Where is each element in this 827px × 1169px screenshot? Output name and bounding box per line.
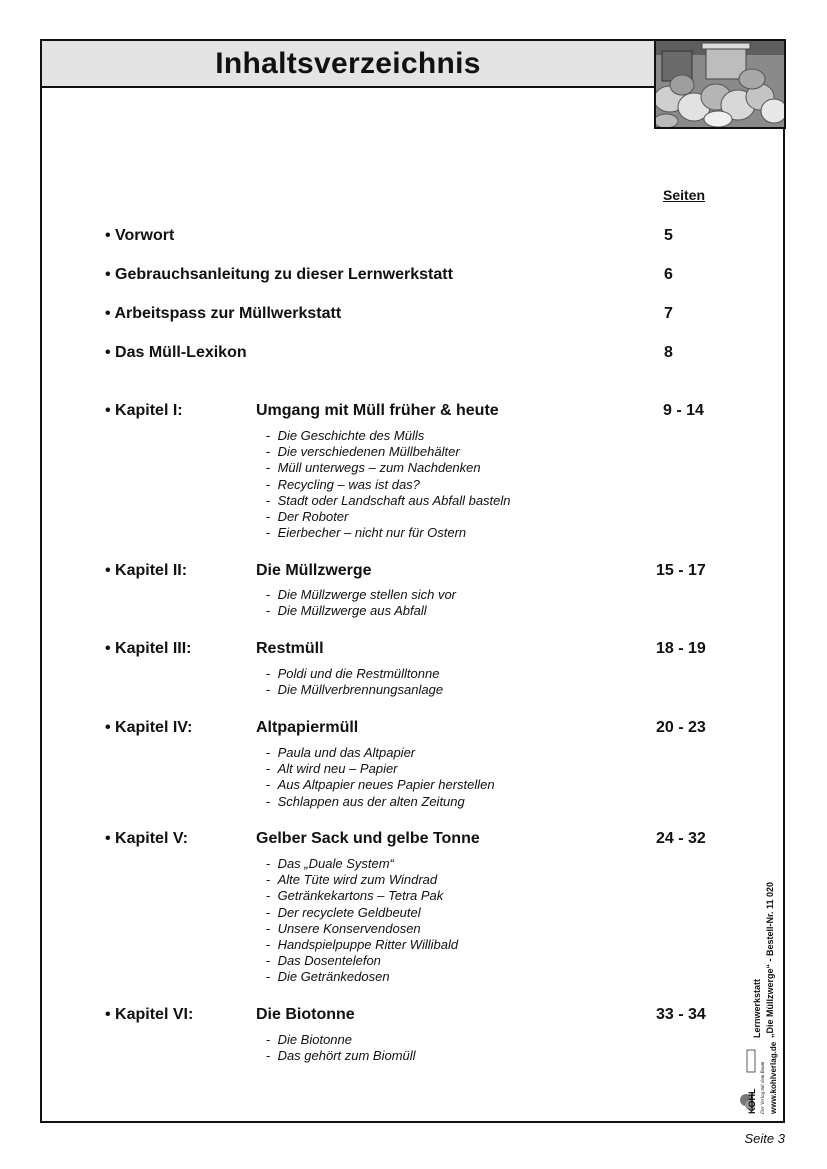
toc-entry-label: • Vorwort: [105, 227, 175, 244]
chapter-items: [266, 856, 458, 986]
chapter-label: • Kapitel IV:: [105, 719, 193, 736]
list-item: - Die Müllzwerge stellen sich vor: [266, 587, 456, 603]
chapter-title: Umgang mit Müll früher & heute: [256, 402, 499, 419]
chapter-pages: 9 - 14: [663, 402, 704, 419]
list-item: - Die verschiedenen Müllbehälter: [266, 444, 511, 460]
list-item: - Alt wird neu – Papier: [266, 761, 495, 777]
list-item: - Getränkekartons – Tetra Pak: [266, 888, 458, 904]
chapter-pages: 20 - 23: [656, 719, 706, 736]
toc-entry-label: • Arbeitspass zur Müllwerkstatt: [105, 305, 342, 322]
list-item: - Das gehört zum Biomüll: [266, 1048, 416, 1064]
list-item: - Das „Duale System“: [266, 856, 458, 872]
toc-entry-pages: 6: [664, 266, 673, 283]
list-item: - Schlappen aus der alten Zeitung: [266, 794, 495, 810]
pages-heading: Seiten: [663, 187, 706, 203]
chapter-items: [266, 1032, 416, 1064]
list-item: - Die Geschichte des Mülls: [266, 428, 511, 444]
page-number: Seite 3: [744, 1131, 785, 1146]
list-item: - Die Getränkedosen: [266, 969, 458, 985]
toc-entry-pages: 5: [664, 227, 673, 244]
page-title: Inhaltsverzeichnis: [215, 46, 481, 80]
list-item: - Das Dosentelefon: [266, 953, 458, 969]
list-item: - Die Müllzwerge aus Abfall: [266, 603, 456, 619]
list-item: - Müll unterwegs – zum Nachdenken: [266, 460, 511, 476]
chapter-label: • Kapitel V:: [105, 830, 188, 847]
chapter-pages: 24 - 32: [656, 830, 706, 847]
sidebar-line1: Lernwerkstatt: [752, 978, 762, 1038]
list-item: - Der Roboter: [266, 509, 511, 525]
logo-text: KOHL: [747, 1088, 757, 1114]
chapter-items: [266, 587, 456, 619]
publisher-sidebar: [740, 860, 785, 1120]
chapter-label: • Kapitel I:: [105, 402, 183, 419]
list-item: - Handspielpuppe Ritter Willibald: [266, 937, 458, 953]
chapter-title: Gelber Sack und gelbe Tonne: [256, 830, 480, 847]
chapter-title: Restmüll: [256, 640, 324, 657]
list-item: - Stadt oder Landschaft aus Abfall basteln: [266, 493, 511, 509]
toc-entry-pages: 8: [664, 344, 673, 361]
sidebar-website: www.kohlverlag.de: [769, 1041, 778, 1114]
list-item: - Die Biotonne: [266, 1032, 416, 1048]
chapter-label: • Kapitel II:: [105, 562, 188, 579]
chapter-pages: 33 - 34: [656, 1006, 706, 1023]
list-item: - Alte Tüte wird zum Windrad: [266, 872, 458, 888]
toc-entry-label: • Gebrauchsanleitung zu dieser Lernwerkstatt: [105, 266, 453, 283]
title-bar: [40, 39, 656, 88]
chapter-items: [266, 745, 495, 810]
logo-badge: [747, 1050, 755, 1072]
chapter-pages: 15 - 17: [656, 562, 706, 579]
list-item: - Eierbecher – nicht nur für Ostern: [266, 525, 511, 541]
toc-entry-label: • Das Müll-Lexikon: [105, 344, 247, 361]
logo-tagline: Der Verlag mit dem Baum: [761, 1061, 766, 1114]
chapter-title: Altpapiermüll: [256, 719, 359, 736]
garbage-bags-photo: [654, 39, 786, 129]
garbage-bags-image: [656, 41, 784, 127]
chapter-label: • Kapitel III:: [105, 640, 192, 657]
list-item: - Der recyclete Geldbeutel: [266, 905, 458, 921]
chapter-label: • Kapitel VI:: [105, 1006, 194, 1023]
chapter-items: [266, 666, 443, 698]
sidebar-line2: „Die Müllzwerge“ - Bestell-Nr. 11 020: [765, 881, 775, 1038]
chapter-title: Die Müllzwerge: [256, 562, 372, 579]
chapter-title: Die Biotonne: [256, 1006, 355, 1023]
chapter-items: [266, 428, 511, 541]
toc-entry-pages: 7: [664, 305, 673, 322]
list-item: - Poldi und die Restmülltonne: [266, 666, 443, 682]
list-item: - Die Müllverbrennungsanlage: [266, 682, 443, 698]
list-item: - Paula und das Altpapier: [266, 745, 495, 761]
list-item: - Unsere Konservendosen: [266, 921, 458, 937]
chapter-pages: 18 - 19: [656, 640, 706, 657]
list-item: - Recycling – was ist das?: [266, 477, 511, 493]
list-item: - Aus Altpapier neues Papier herstellen: [266, 777, 495, 793]
